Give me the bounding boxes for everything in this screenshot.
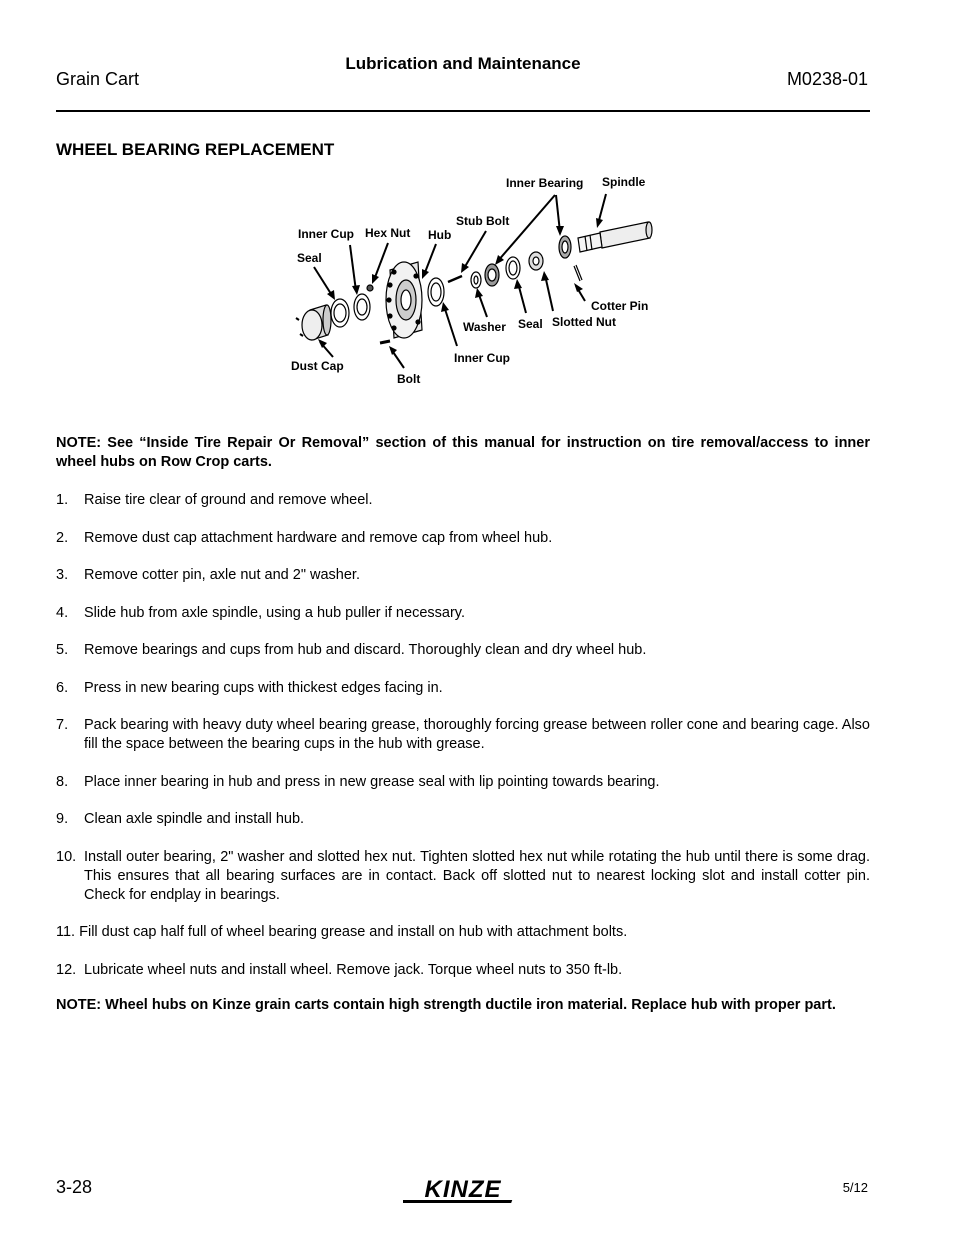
step-item: 8. Place inner bearing in hub and press in new grease seal with lip pointing towards bearing. <box>56 773 660 790</box>
label-cotter-pin: Cotter Pin <box>591 299 649 313</box>
spindle-part <box>578 222 652 252</box>
step-item: 3. Remove cotter pin, axle nut and 2" washer. <box>56 567 360 583</box>
section-title: WHEEL BEARING REPLACEMENT <box>56 140 335 159</box>
label-slotted-nut: Slotted Nut <box>552 315 616 329</box>
header-rule <box>56 110 870 112</box>
step-item: 4. Slide hub from axle spindle, using a hub puller if necessary. <box>56 604 465 621</box>
inner-bearing-left <box>485 264 499 286</box>
label-hub: Hub <box>428 228 452 242</box>
step-item: 5. Remove bearings and cups from hub and discard. Thoroughly clean and dry wheel hub. <box>56 642 647 658</box>
label-inner-cup-top: Inner Cup <box>298 227 354 241</box>
step-item: 2. Remove dust cap attachment hardware and remove cap from wheel hub. <box>56 529 553 546</box>
note-tire-removal: NOTE: See “Inside Tire Repair Or Removal” section of this manual for instruction on tire removal/access to inner wheel hubs on Row Crop carts. <box>56 435 870 470</box>
step-item: 6. Press in new bearing cups with thickest edges facing in. <box>56 679 443 696</box>
kinze-logo <box>403 1176 523 1206</box>
wheel-hub-exploded-diagram <box>280 168 680 394</box>
label-inner-cup-bottom: Inner Cup <box>454 351 510 365</box>
header-manual-number: M0238-01 <box>786 69 868 89</box>
page-number: 3-28 <box>56 1177 93 1197</box>
seal-right-part <box>506 257 520 279</box>
label-spindle: Spindle <box>602 175 646 189</box>
label-inner-bearing: Inner Bearing <box>506 176 584 190</box>
procedure-steps <box>56 491 870 998</box>
stub-bolt-part <box>448 276 462 282</box>
revision-date: 5/12 <box>842 1180 868 1195</box>
label-dust-cap: Dust Cap <box>291 359 344 373</box>
hex-nut-part <box>367 285 373 291</box>
label-washer: Washer <box>463 320 506 334</box>
dust-cap-part <box>302 305 331 340</box>
step-item: 7. Pack bearing with heavy duty wheel bearing grease, thoroughly forcing grease between roller cone and bearing cage. Also fill the space between the bearing cups in the hub with grease. <box>56 717 870 752</box>
step-item: 1. Raise tire clear of ground and remove wheel. <box>56 492 373 508</box>
step-item: 11. Fill dust cap half full of wheel bearing grease and install on hub with attachment bolts. <box>56 924 628 940</box>
header-product: Grain Cart <box>56 69 140 89</box>
label-bolt: Bolt <box>397 372 421 386</box>
label-seal-right: Seal <box>518 317 543 331</box>
step-item: 9. Clean axle spindle and install hub. <box>56 811 305 827</box>
slotted-nut-part <box>529 252 543 270</box>
step-item: 12. Lubricate wheel nuts and install wheel. Remove jack. Torque wheel nuts to 350 ft-lb. <box>56 961 623 978</box>
step-item: 10. Install outer bearing, 2" washer and slotted hex nut. Tighten slotted hex nut while rotating the hub until there is some drag. This ensures that all bearing surfaces are in contact. Back off slotted nut to nearest locking slot and install cotter pin. Check for endplay in bearings. <box>56 848 870 903</box>
label-stub-bolt: Stub Bolt <box>456 214 510 228</box>
note-ductile-iron: NOTE: Wheel hubs on Kinze grain carts contain high strength ductile iron material. Replace hub with proper part. <box>56 997 836 1013</box>
label-hex-nut: Hex Nut <box>365 226 411 240</box>
label-seal-left: Seal <box>297 251 322 265</box>
washer-part <box>471 272 481 288</box>
inner-bearing-right <box>559 236 571 258</box>
logo-text: KINZE <box>424 1176 502 1203</box>
hub-part <box>386 262 422 338</box>
bolt-part <box>380 341 390 343</box>
header-section: Lubrication and Maintenance <box>345 54 581 73</box>
